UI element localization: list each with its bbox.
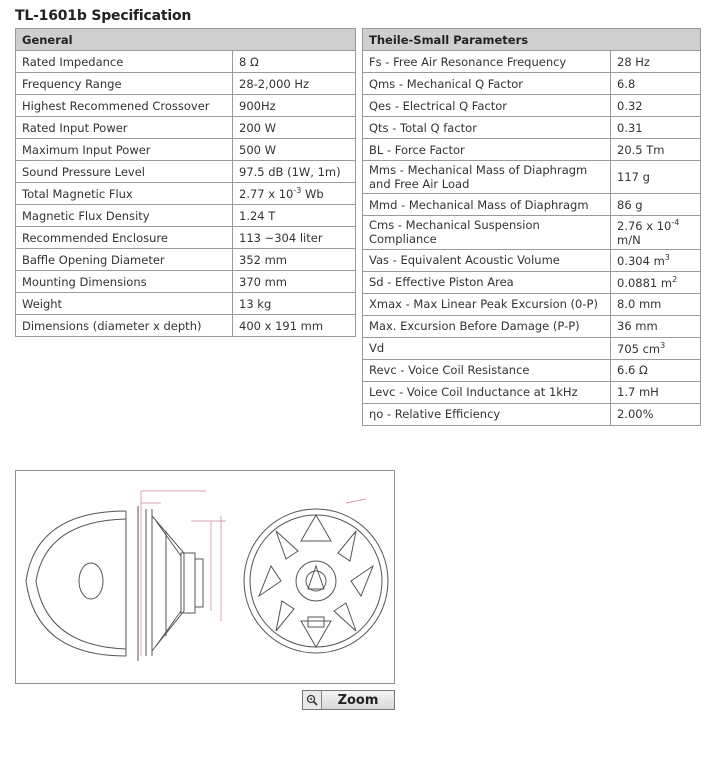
param-label: BL - Force Factor — [363, 139, 611, 161]
param-label: Mmd - Mechanical Mass of Diaphragm — [363, 194, 611, 216]
general-header: General — [16, 29, 356, 51]
param-value — [233, 183, 356, 205]
table-row — [363, 73, 701, 95]
table-row — [16, 205, 356, 227]
param-label: Mounting Dimensions — [16, 271, 233, 293]
table-row — [363, 117, 701, 139]
table-row — [363, 381, 701, 403]
value-exponent: -3 — [293, 186, 302, 196]
param-label: Sound Pressure Level — [16, 161, 233, 183]
param-label: Baffle Opening Diameter — [16, 249, 233, 271]
param-value: 117 g — [611, 161, 701, 194]
param-label: Recommended Enclosure — [16, 227, 233, 249]
param-value: 352 mm — [233, 249, 356, 271]
param-value: 6.8 — [611, 73, 701, 95]
table-row — [363, 359, 701, 381]
param-value: 6.6 Ω — [611, 359, 701, 381]
table-row — [16, 139, 356, 161]
param-value: 900Hz — [233, 95, 356, 117]
table-row — [363, 293, 701, 315]
table-row — [16, 315, 356, 337]
param-label: Revc - Voice Coil Resistance — [363, 359, 611, 381]
zoom-label: Zoom — [337, 692, 379, 708]
table-row — [16, 271, 356, 293]
value-exponent: 3 — [664, 252, 670, 262]
general-spec-table — [15, 28, 356, 337]
table-row — [363, 315, 701, 337]
table-row — [363, 95, 701, 117]
param-label: Qts - Total Q factor — [363, 117, 611, 139]
param-label: Qes - Electrical Q Factor — [363, 95, 611, 117]
param-value: 370 mm — [233, 271, 356, 293]
param-value: 8.0 mm — [611, 293, 701, 315]
param-value: 1.7 mH — [611, 381, 701, 403]
param-label: Highest Recommened Crossover — [16, 95, 233, 117]
table-row — [16, 117, 356, 139]
table-row — [363, 194, 701, 216]
ts-header: Theile-Small Parameters — [363, 29, 701, 51]
param-value: 2.00% — [611, 403, 701, 425]
value-exponent: 3 — [660, 340, 666, 350]
param-label: Vd — [363, 337, 611, 359]
magnifier-icon — [303, 691, 322, 709]
ts-parameters-table — [362, 28, 701, 426]
table-row — [363, 249, 701, 271]
param-value: 113 ~304 liter — [233, 227, 356, 249]
table-row — [16, 95, 356, 117]
table-row — [363, 337, 701, 359]
value-unit: m/N — [617, 232, 641, 247]
param-label: Total Magnetic Flux — [16, 183, 233, 205]
value-unit: Wb — [301, 186, 324, 201]
param-label: Dimensions (diameter x depth) — [16, 315, 233, 337]
speaker-drawing-svg — [16, 471, 394, 683]
param-value: 86 g — [611, 194, 701, 216]
table-row — [16, 161, 356, 183]
table-row — [16, 73, 356, 95]
speaker-drawing — [15, 470, 395, 684]
param-label: Max. Excursion Before Damage (P-P) — [363, 315, 611, 337]
param-label: Frequency Range — [16, 73, 233, 95]
param-label: Xmax - Max Linear Peak Excursion (0-P) — [363, 293, 611, 315]
value-base: 2.77 x 10 — [239, 186, 294, 201]
table-row — [16, 51, 356, 73]
param-label: Weight — [16, 293, 233, 315]
table-row — [16, 183, 356, 205]
table-row — [363, 216, 701, 250]
param-label: Cms - Mechanical Suspension Compliance — [363, 216, 611, 250]
table-row — [363, 161, 701, 194]
param-value: 13 kg — [233, 293, 356, 315]
param-value: 36 mm — [611, 315, 701, 337]
param-label: ηo - Relative Efficiency — [363, 403, 611, 425]
param-value: 200 W — [233, 117, 356, 139]
table-row — [363, 51, 701, 73]
param-value: 28-2,000 Hz — [233, 73, 356, 95]
page-title: TL-1601b Specification — [15, 8, 192, 24]
table-row — [363, 271, 701, 293]
param-value: 8 Ω — [233, 51, 356, 73]
param-value — [611, 337, 701, 359]
param-value — [611, 271, 701, 293]
param-value: 0.31 — [611, 117, 701, 139]
param-label: Levc - Voice Coil Inductance at 1kHz — [363, 381, 611, 403]
param-value: 400 x 191 mm — [233, 315, 356, 337]
param-value: 28 Hz — [611, 51, 701, 73]
value-base: 0.0881 m — [617, 275, 673, 290]
param-value — [611, 216, 701, 250]
param-label: Vas - Equivalent Acoustic Volume — [363, 249, 611, 271]
param-value: 500 W — [233, 139, 356, 161]
value-exponent: -4 — [671, 218, 680, 227]
param-label: Mms - Mechanical Mass of Diaphragm and Free Air Load — [363, 161, 611, 194]
param-label: Magnetic Flux Density — [16, 205, 233, 227]
param-value — [611, 249, 701, 271]
table-row — [363, 139, 701, 161]
value-base: 705 cm — [617, 341, 661, 356]
param-label: Maximum Input Power — [16, 139, 233, 161]
table-row — [16, 293, 356, 315]
table-row — [363, 403, 701, 425]
value-exponent: 2 — [672, 274, 678, 284]
value-base: 2.76 x 10 — [617, 218, 672, 233]
param-value: 20.5 Tm — [611, 139, 701, 161]
param-label: Rated Input Power — [16, 117, 233, 139]
table-row — [16, 249, 356, 271]
table-row — [16, 227, 356, 249]
param-label: Qms - Mechanical Q Factor — [363, 73, 611, 95]
param-value: 97.5 dB (1W, 1m) — [233, 161, 356, 183]
param-label: Fs - Free Air Resonance Frequency — [363, 51, 611, 73]
param-label: Sd - Effective Piston Area — [363, 271, 611, 293]
zoom-button[interactable] — [302, 690, 395, 710]
value-base: 0.304 m — [617, 253, 665, 268]
param-value: 1.24 T — [233, 205, 356, 227]
param-value: 0.32 — [611, 95, 701, 117]
param-label: Rated Impedance — [16, 51, 233, 73]
